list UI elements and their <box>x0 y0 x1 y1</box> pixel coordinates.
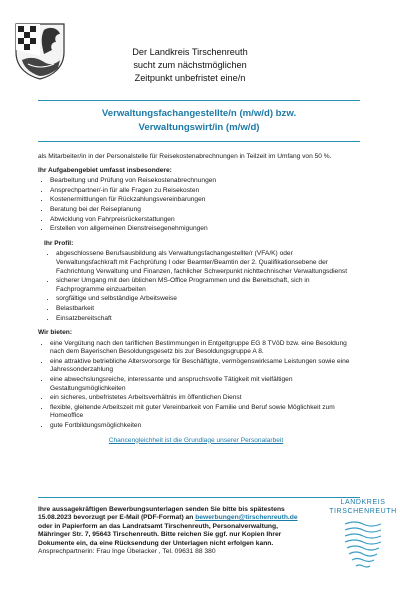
offer-list <box>38 340 354 431</box>
list-item: • Ansprechpartner/-in für alle Fragen zu Reisekosten <box>50 187 354 196</box>
list-item: • eine Vergütung nach den tariflichen Bestimmungen in Entgeltgruppe EG 8 TVöD bzw. eine Besoldung nach dem Bayerischen Besoldungsgesetz bis zur Besoldungsgruppe A 8. <box>50 340 354 357</box>
list-item: • eine abwechslungsreiche, interessante und anspruchsvolle Tätigkeit mit vielfältigen Gestaltungsmöglichkeiten <box>50 376 354 393</box>
list-item: • Beratung bei der Reiseplanung <box>50 206 354 215</box>
email-link[interactable]: bewerbungen@tirschenreuth.de <box>195 514 298 522</box>
application-text-2: oder in Papierform an das Landratsamt Tirschenreuth, Personalverwaltung, Mähringer Str. 7, 95643 Tirschenreuth. Bitte reichen Sie ggf. nur Kopien Ihrer Dokumente ein, da eine Rücksendung der Unterlagen nicht erfolgen kann. <box>38 522 282 547</box>
contact-line: Ansprechpartnerin: Frau Inge Übelacker , Tel. 09631 88 380 <box>38 548 216 556</box>
intro-line: Zeitpunkt unbefristet eine/n <box>134 73 246 83</box>
divider <box>38 141 360 142</box>
list-item: • Erstellen von allgemeinen Dienstreisegenehmigungen <box>50 225 354 234</box>
list-item: • Einsatzbereitschaft <box>56 315 354 324</box>
logo-text: TIRSCHENREUTH <box>329 508 397 515</box>
application-info <box>38 506 300 556</box>
profile-list <box>44 250 354 323</box>
list-item: • eine attraktive betriebliche Altersvorsorge für Beschäftigte, vermögenswirksame Leistungen sowie eine Jahressonderzahlung <box>50 358 354 375</box>
intro-line: Der Landkreis Tirschenreuth <box>132 47 248 57</box>
landkreis-logo <box>328 498 398 570</box>
list-item: • Kostenermittlungen für Rückzahlungsvereinbarungen <box>50 196 354 205</box>
offer-heading: Wir bieten: <box>38 329 73 337</box>
logo-text: LANDKREIS <box>340 499 386 506</box>
intro-line: sucht zum nächstmöglichen <box>133 60 247 70</box>
divider <box>38 497 360 498</box>
list-item: • sicherer Umgang mit den üblichen MS-Office Programmen und die Bereitschaft, sich in Fachprogramme einzuarbeiten <box>56 277 354 294</box>
profile-heading: Ihr Profil: <box>44 239 74 247</box>
intro-block <box>100 46 280 85</box>
tasks-list <box>38 177 354 234</box>
list-item: • ein sicheres, unbefristetes Arbeitsverhältnis im öffentlichen Dienst <box>50 394 354 403</box>
coat-of-arms-logo <box>14 20 66 80</box>
job-title <box>38 107 360 135</box>
list-item: • abgeschlossene Berufsausbildung als Verwaltungsfachangestellte/r (VFA/K) oder Verwaltungsfachkraft mit Fachprüfung I oder Beamter/Beamtin der 2. Qualifikationsebene der Fachrichtung Verwaltung und Finanzen, fachlicher Schwerpunkt nichttechnischer Verwaltungsdienst <box>56 250 354 276</box>
wave-logo-icon <box>341 518 385 570</box>
job-title-line: Verwaltungsfachangestellte/n (m/w/d) bzw. <box>101 108 297 119</box>
application-text: Ihre aussagekräftigen Bewerbungsunterlagen senden Sie bitte bis spätestens 15.08.2023 bevorzugt per E-Mail (PDF-Format) an <box>38 506 285 522</box>
job-title-line: Verwaltungswirt/in (m/w/d) <box>138 122 260 133</box>
list-item: • Belastbarkeit <box>56 305 354 314</box>
list-item: • sorgfältige und selbständige Arbeitsweise <box>56 295 354 304</box>
tasks-heading: Ihr Aufgabengebiet umfasst insbesondere: <box>38 166 172 174</box>
job-description <box>38 153 354 445</box>
list-item: • Bearbeitung und Prüfung von Reisekostenabrechnungen <box>50 177 354 186</box>
intro-text: als Mitarbeiter/in in der Personalstelle für Reisekostenabrechnungen in Teilzeit im Umfang von 50 %. <box>38 153 332 160</box>
list-item: • gute Fortbildungsmöglichkeiten <box>50 422 354 431</box>
list-item: • Abwicklung von Fahrpreisrückerstattungen <box>50 216 354 225</box>
divider <box>38 100 360 101</box>
equality-link[interactable]: Chancengleichheit ist die Grundlage unserer Personalarbeit <box>108 436 284 444</box>
list-item: • flexible, gleitende Arbeitszeit mit guter Vereinbarkeit von Familie und Beruf sowie Möglichkeit zum Homeoffice <box>50 404 354 421</box>
